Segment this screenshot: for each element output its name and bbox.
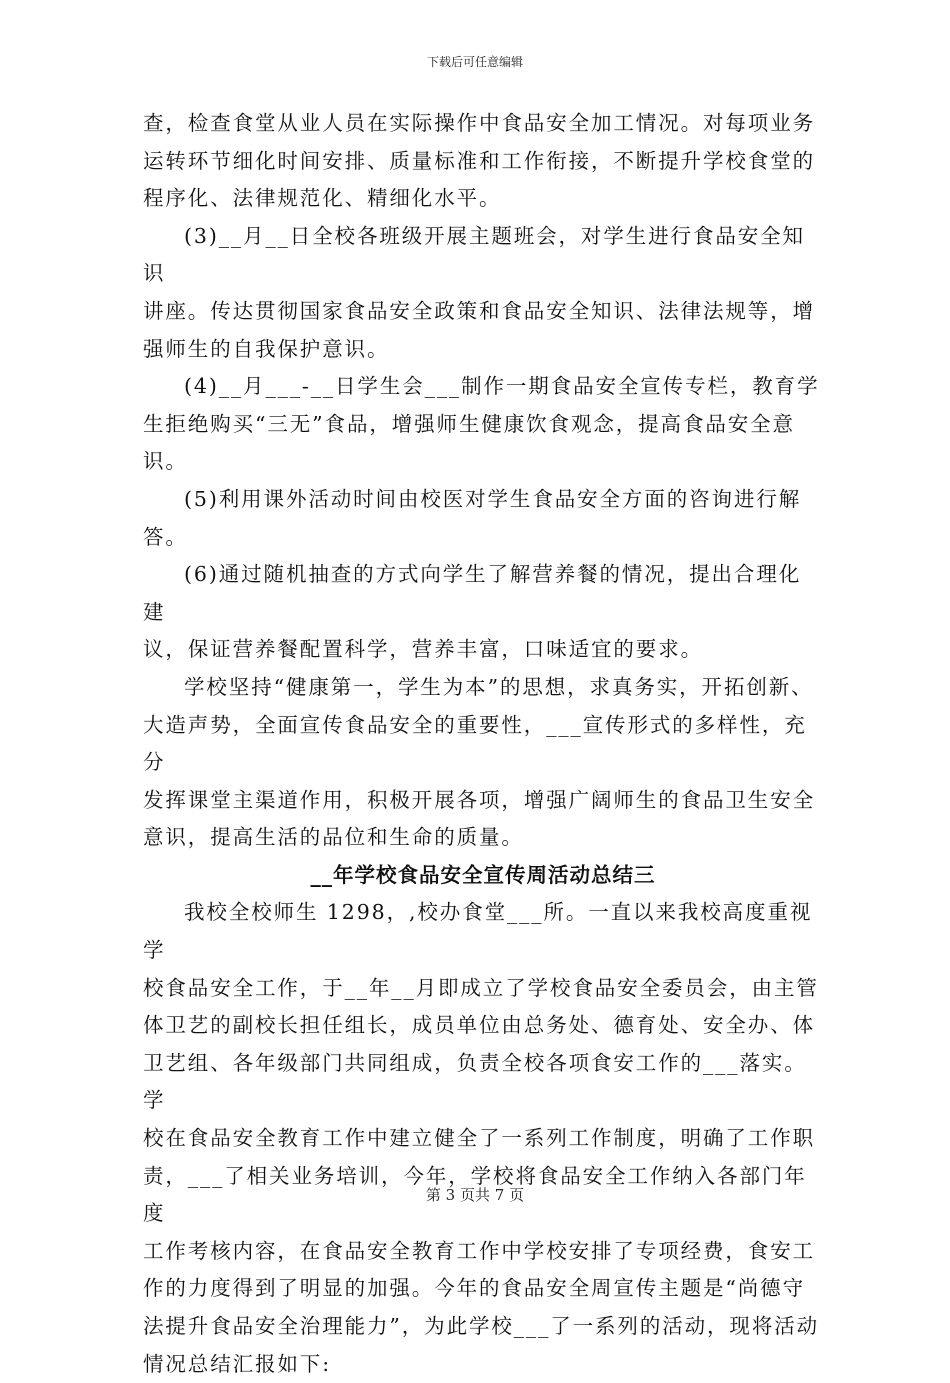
section-title: __年学校食品安全宣传周活动总结三 bbox=[310, 862, 656, 887]
text-line: 校食品安全工作，于__年__月即成立了学校食品安全委员会，由主管 bbox=[143, 975, 819, 1000]
text-line: 议，保证营养餐配置科学，营养丰富，口味适宜的要求。 bbox=[143, 637, 703, 662]
text-line: 情况总结汇报如下: bbox=[143, 1351, 332, 1376]
text-line: 强师生的自我保护意识。 bbox=[143, 336, 390, 361]
paragraph-continuation bbox=[143, 105, 823, 218]
paragraph-item-5 bbox=[143, 481, 823, 556]
text-line: 校在食品安全教育工作中建立健全了一系列工作制度，明确了工作职 bbox=[143, 1126, 815, 1151]
paragraph-summary bbox=[143, 669, 823, 857]
text-line: 卫艺组、各年级部门共同组成，负责全校各项食安工作的___落实。学 bbox=[143, 1050, 807, 1113]
text-line: 大造声势，全面宣传食品安全的重要性，___宣传形式的多样性，充分 bbox=[143, 712, 807, 775]
text-line: 作的力度得到了明显的加强。今年的食品安全周宣传主题是“尚德守 bbox=[143, 1276, 805, 1301]
text-line: 运转环节细化时间安排、质量标准和工作衔接，不断提升学校食堂的 bbox=[143, 148, 815, 173]
text-line: 讲座。传达贯彻国家食品安全政策和食品安全知识、法律法规等，增 bbox=[143, 298, 815, 323]
text-line: (5)利用课外活动时间由校医对学生食品安全方面的咨询进行解答。 bbox=[143, 486, 802, 549]
text-line: 学校坚持“健康第一，学生为本”的思想，求真务实，开拓创新、 bbox=[184, 674, 814, 699]
text-line: 程序化、法律规范化、精细化水平。 bbox=[143, 186, 502, 211]
text-line: (4)__月___-__日学生会___制作一期食品安全宣传专栏，教育学 bbox=[184, 374, 820, 399]
text-line: 发挥课堂主渠道作用，积极开展各项，增强广阔师生的食品卫生安全 bbox=[143, 787, 815, 812]
text-line: 我校全校师生 1298，,校办食堂___所。一直以来我校高度重视学 bbox=[143, 900, 813, 963]
text-line: (6)通过随机抽查的方式向学生了解营养餐的情况，提出合理化建 bbox=[143, 562, 802, 624]
page-footer: 第 3 页共 7 页 bbox=[425, 1186, 525, 1204]
text-line: 查，检查食堂从业人员在实际操作中食品安全加工情况。对每项业务 bbox=[143, 111, 815, 135]
text-line: 生拒绝购买“三无”食品，增强师生健康饮食观念，提高食品安全意 bbox=[143, 411, 795, 436]
text-line: (3)__月__日全校各班级开展主题班会，对学生进行食品安全知识 bbox=[143, 223, 805, 286]
paragraph-section-intro bbox=[143, 894, 823, 1383]
paragraph-item-4 bbox=[143, 368, 823, 481]
text-line: 识。 bbox=[143, 449, 188, 474]
page-header: 下载后可任意编辑 bbox=[426, 55, 523, 69]
paragraph-item-6 bbox=[143, 556, 823, 669]
text-line: 体卫艺的副校长担任组长，成员单位由总务处、德育处、安全办、体 bbox=[143, 1013, 815, 1038]
text-line: 法提升食品安全治理能力”，为此学校___了一系列的活动，现将活动 bbox=[143, 1314, 820, 1338]
paragraph-item-3 bbox=[143, 218, 823, 368]
text-line: 工作考核内容，在食品安全教育工作中学校安排了专项经费，食安工 bbox=[143, 1238, 815, 1263]
text-line: 意识，提高生活的品位和生命的质量。 bbox=[143, 825, 524, 850]
text-line: 责，___了相关业务培训，今年，学校将食品安全工作纳入各部门年度 bbox=[143, 1163, 807, 1226]
